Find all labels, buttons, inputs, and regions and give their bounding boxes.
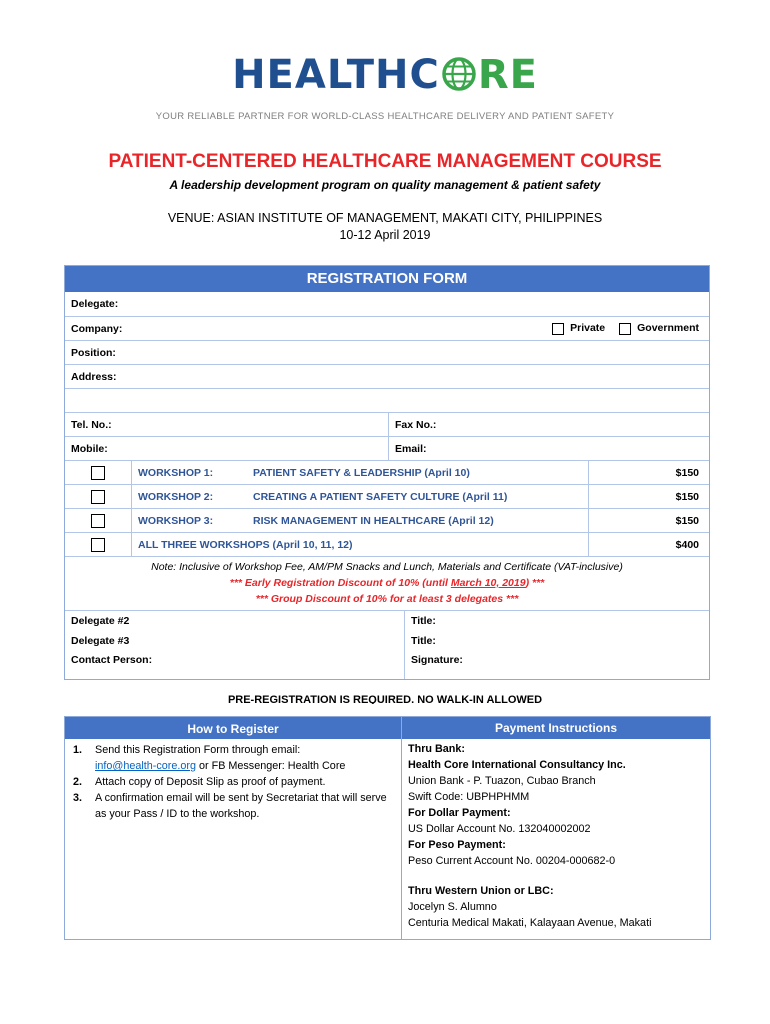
mobile-field[interactable] — [65, 437, 389, 460]
workshop-2-title: CREATING A PATIENT SAFETY CULTURE (April 11) — [253, 490, 508, 503]
payment-instructions — [402, 717, 710, 939]
all-workshops-checkbox[interactable] — [91, 538, 105, 552]
workshop-1-checkbox[interactable] — [91, 466, 105, 480]
private-option[interactable] — [552, 322, 605, 334]
western-union-name: Jocelyn S. Alumno — [408, 901, 497, 913]
how-to-register-header: How to Register — [65, 717, 401, 739]
tel-fax-row — [65, 412, 709, 436]
workshop-2-checkbox[interactable] — [91, 490, 105, 504]
workshop-3-title: RISK MANAGEMENT IN HEALTHCARE (April 12) — [253, 514, 494, 527]
email-label: Email: — [395, 442, 427, 455]
delegate3-title-label: Title: — [411, 635, 436, 647]
delegate3-label: Delegate #3 — [71, 635, 130, 647]
delegate-label: Delegate: — [71, 298, 119, 310]
early-discount-date: March 10, 2019 — [450, 577, 526, 589]
western-union-label: Thru Western Union or LBC: — [408, 885, 554, 897]
peso-account: Peso Current Account No. 00204-000682-0 — [408, 855, 616, 867]
workshop-2-label: WORKSHOP 2: — [138, 490, 214, 503]
tagline: YOUR RELIABLE PARTNER FOR WORLD-CLASS HEALTHCARE DELIVERY AND PATIENT SAFETY — [155, 111, 615, 122]
private-label: Private — [570, 322, 606, 335]
bank-branch: Union Bank - P. Tuazon, Cubao Branch — [408, 775, 596, 787]
all-workshops-label: ALL THREE WORKSHOPS (April 10, 11, 12) — [138, 538, 353, 551]
mobile-label: Mobile: — [71, 442, 108, 455]
contact-field[interactable] — [65, 651, 405, 679]
workshop-3-label: WORKSHOP 3: — [138, 514, 214, 527]
delegate-row[interactable] — [65, 292, 709, 316]
delegate2-field[interactable] — [65, 611, 405, 631]
company-label: Company: — [71, 322, 123, 335]
delegate2-label: Delegate #2 — [71, 615, 130, 627]
venue: VENUE: ASIAN INSTITUTE OF MANAGEMENT, MAKATI CITY, PHILIPPINES — [167, 211, 603, 225]
address-row[interactable] — [65, 364, 709, 388]
delegate3-title-field[interactable] — [405, 631, 709, 651]
bank-details — [402, 739, 710, 931]
contact-row — [65, 651, 709, 679]
private-checkbox[interactable] — [552, 323, 564, 335]
early-discount: *** Early Registration Discount of 10% (until March 10, 2019) *** — [229, 577, 545, 589]
fee-notes — [65, 556, 709, 610]
mobile-email-row — [65, 436, 709, 460]
delegate2-title-field[interactable] — [405, 611, 709, 631]
logo-text-1: HEALTHC — [232, 52, 440, 98]
tel-field[interactable] — [65, 413, 389, 436]
email-link[interactable]: info@health-core.org — [95, 760, 196, 772]
how-to-register — [65, 717, 402, 939]
workshop-2-price: $150 — [675, 490, 699, 503]
group-discount: *** Group Discount of 10% for at least 3 delegates *** — [255, 593, 519, 605]
workshop-row-all — [65, 532, 709, 556]
fax-label: Fax No.: — [395, 418, 437, 431]
government-checkbox[interactable] — [619, 323, 631, 335]
logo-text-2: RE — [477, 52, 538, 98]
preregistration-notice: PRE-REGISTRATION IS REQUIRED. NO WALK-IN ALLOWED — [227, 694, 543, 704]
course-title: PATIENT-CENTERED HEALTHCARE MANAGEMENT COURSE — [108, 151, 662, 172]
form-header: REGISTRATION FORM — [65, 266, 709, 292]
position-row[interactable] — [65, 340, 709, 364]
bank-company: Health Core International Consultancy Inc. — [408, 759, 626, 771]
step-1: 1. Send this Registration Form through email: info@health-core.org or FB Messenger: Health Core — [73, 744, 346, 772]
course-subtitle: A leadership development program on quality management & patient safety — [169, 178, 601, 192]
workshop-1-label: WORKSHOP 1: — [138, 466, 214, 479]
tel-label: Tel. No.: — [71, 418, 112, 431]
delegate3-field[interactable] — [65, 631, 405, 651]
government-label: Government — [637, 322, 699, 335]
dollar-account: US Dollar Account No. 132040002002 — [408, 823, 591, 835]
peso-label: For Peso Payment: — [408, 839, 506, 851]
workshop-3-price: $150 — [675, 514, 699, 527]
instructions-table — [64, 716, 711, 940]
event-date: 10-12 April 2019 — [339, 228, 431, 242]
workshop-row-3 — [65, 508, 709, 532]
signature-label: Signature: — [411, 654, 463, 666]
position-label: Position: — [71, 346, 116, 359]
workshop-1-title: PATIENT SAFETY & LEADERSHIP (April 10) — [253, 466, 470, 479]
address-row-2[interactable] — [65, 388, 709, 412]
workshop-row-2 — [65, 484, 709, 508]
western-union-address: Centuria Medical Makati, Kalayaan Avenue, Makati — [408, 917, 652, 929]
payment-header: Payment Instructions — [402, 717, 710, 739]
workshop-row-1 — [65, 460, 709, 484]
company-type-options — [552, 322, 709, 334]
address-label: Address: — [71, 370, 117, 383]
workshop-1-price: $150 — [675, 466, 699, 479]
company-row[interactable] — [65, 316, 709, 340]
fee-note: Note: Inclusive of Workshop Fee, AM/PM Snacks and Lunch, Materials and Certificate (VAT-inclusive) — [151, 561, 623, 573]
swift-code: Swift Code: UBPHPHMM — [408, 791, 530, 803]
globe-icon — [441, 56, 477, 92]
venue-block — [0, 210, 770, 244]
delegate3-row — [65, 631, 709, 651]
contact-label: Contact Person: — [71, 654, 153, 666]
signature-field[interactable] — [405, 651, 709, 679]
dollar-label: For Dollar Payment: — [408, 807, 511, 819]
logo — [0, 52, 770, 98]
email-field[interactable] — [389, 437, 709, 460]
delegate2-title-label: Title: — [411, 615, 436, 627]
fax-field[interactable] — [389, 413, 709, 436]
all-workshops-price: $400 — [675, 538, 699, 551]
delegate2-row — [65, 610, 709, 631]
register-steps — [65, 742, 401, 822]
registration-form — [64, 265, 710, 680]
step-2: 2. Attach copy of Deposit Slip as proof of payment. — [73, 776, 326, 788]
workshop-3-checkbox[interactable] — [91, 514, 105, 528]
government-option[interactable] — [619, 322, 699, 334]
step-3: 3. A confirmation email will be sent by Secretariat that will serve as your Pass / ID to the workshop. — [73, 792, 387, 820]
thru-bank-label: Thru Bank: — [408, 743, 465, 755]
